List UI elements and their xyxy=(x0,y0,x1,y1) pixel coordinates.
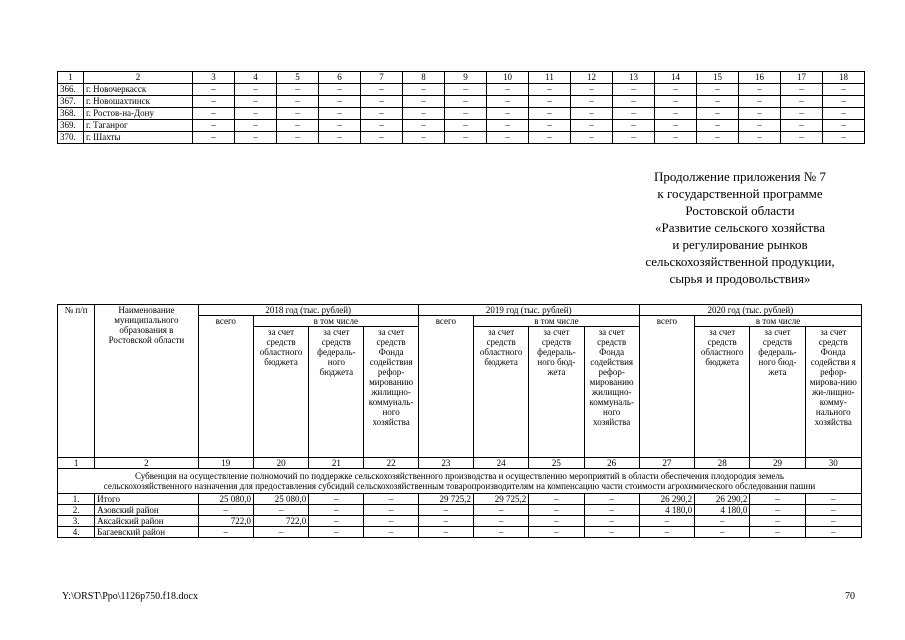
table-cell: – xyxy=(403,132,445,144)
header-regional: за счет средств областного бюджета xyxy=(253,327,308,458)
table-cell: – xyxy=(364,516,418,527)
table-cell: – xyxy=(571,132,613,144)
table-cell: – xyxy=(571,120,613,132)
table-cell: – xyxy=(529,108,571,120)
column-number: 24 xyxy=(474,458,529,469)
table-row xyxy=(58,516,862,527)
column-number: 26 xyxy=(584,458,639,469)
column-number-row xyxy=(58,458,862,469)
table-cell: – xyxy=(739,96,781,108)
table-cell: – xyxy=(781,84,823,96)
table-cell: – xyxy=(529,120,571,132)
table-cell: – xyxy=(487,108,529,120)
table-cell: – xyxy=(361,132,403,144)
appendix-heading xyxy=(620,168,860,287)
table-cell: – xyxy=(584,516,639,527)
row-number: 2. xyxy=(58,505,95,516)
header-including: в том числе xyxy=(474,316,640,327)
top-table-header-cell: 10 xyxy=(487,72,529,84)
table-cell: – xyxy=(781,96,823,108)
table-cell: – xyxy=(805,516,861,527)
table-cell: – xyxy=(319,84,361,96)
header-total: всего xyxy=(639,316,694,458)
table-cell: – xyxy=(277,84,319,96)
top-table-header-row xyxy=(58,72,865,84)
table-cell: – xyxy=(613,84,655,96)
municipality-name: г. Ростов-на-Дону xyxy=(84,108,193,120)
table-row xyxy=(58,527,862,538)
table-cell: – xyxy=(823,120,865,132)
header-year-2018: 2018 год (тыс. рублей) xyxy=(198,305,418,316)
column-number: 1 xyxy=(58,458,95,469)
table-row xyxy=(58,494,862,505)
row-number: 4. xyxy=(58,527,95,538)
table-cell: – xyxy=(193,108,235,120)
table-cell: – xyxy=(253,505,308,516)
table-cell: – xyxy=(571,84,613,96)
table-cell: 25 080,0 xyxy=(198,494,253,505)
top-table-header-cell: 7 xyxy=(361,72,403,84)
table-cell: – xyxy=(655,132,697,144)
municipality-name: г. Новочеркасск xyxy=(84,84,193,96)
table-cell: – xyxy=(361,84,403,96)
column-number: 25 xyxy=(529,458,584,469)
table-cell: – xyxy=(750,494,805,505)
row-number: 366. xyxy=(58,84,84,96)
section-title: Субвенция на осуществление полномочий по поддержке сельскохозяйственного производства и осуществлению мероприятий в области обеспечения плодородия земель сельскохозяйственного назначения для предоставления субсидий сельскохозяйственным товаропроизводителям на компенсацию части стоимости агрохимического обследования пашни xyxy=(58,469,862,494)
table-cell: – xyxy=(235,84,277,96)
row-number: 1. xyxy=(58,494,95,505)
row-number: 370. xyxy=(58,132,84,144)
table-cell: – xyxy=(319,120,361,132)
top-table-header-cell: 9 xyxy=(445,72,487,84)
appendix-line: сырья и продовольствия» xyxy=(669,271,811,286)
table-cell: – xyxy=(277,120,319,132)
table-cell: – xyxy=(613,96,655,108)
table-cell: – xyxy=(655,108,697,120)
table-cell: – xyxy=(739,120,781,132)
header-fund: за счет средств Фонда содействия рефор-мированию жилищно-коммуналь-ного хозяйства xyxy=(584,327,639,458)
table-cell: – xyxy=(309,516,364,527)
top-table-header-cell: 13 xyxy=(613,72,655,84)
table-cell: – xyxy=(277,108,319,120)
table-cell: – xyxy=(474,527,529,538)
table-cell: – xyxy=(529,96,571,108)
table-cell: – xyxy=(781,132,823,144)
top-table-header-cell: 1 xyxy=(58,72,84,84)
table-cell: – xyxy=(364,527,418,538)
table-cell: – xyxy=(309,527,364,538)
table-cell: – xyxy=(235,108,277,120)
table-cell: – xyxy=(277,132,319,144)
appendix-line: «Развитие сельского хозяйства xyxy=(655,220,825,235)
header-name: Наименование муниципального образования в Ростовской области xyxy=(95,305,199,458)
header-year-2019: 2019 год (тыс. рублей) xyxy=(418,305,639,316)
column-number: 22 xyxy=(364,458,418,469)
table-cell: – xyxy=(277,96,319,108)
table-cell: 26 290,2 xyxy=(639,494,694,505)
table-cell: – xyxy=(235,120,277,132)
municipality-name: Багаевский район xyxy=(95,527,199,538)
table-cell: – xyxy=(750,527,805,538)
table-cell: – xyxy=(193,96,235,108)
table-cell: – xyxy=(193,132,235,144)
top-table-header-cell: 15 xyxy=(697,72,739,84)
table-cell: – xyxy=(198,527,253,538)
table-cell: – xyxy=(529,505,584,516)
table-cell: 4 180,0 xyxy=(695,505,750,516)
table-cell: – xyxy=(584,505,639,516)
column-number: 20 xyxy=(253,458,308,469)
table-cell: – xyxy=(697,108,739,120)
top-table-header-cell: 3 xyxy=(193,72,235,84)
appendix-line: Продолжение приложения № 7 xyxy=(654,169,826,184)
table-cell: – xyxy=(695,527,750,538)
table-cell: – xyxy=(319,132,361,144)
top-table-header-cell: 6 xyxy=(319,72,361,84)
table-cell: – xyxy=(193,84,235,96)
table-cell: – xyxy=(445,120,487,132)
top-table-header-cell: 4 xyxy=(235,72,277,84)
table-cell: – xyxy=(805,527,861,538)
table-cell: – xyxy=(403,84,445,96)
column-number: 28 xyxy=(695,458,750,469)
table-cell: – xyxy=(823,84,865,96)
table-cell: – xyxy=(529,527,584,538)
top-table-row xyxy=(58,132,865,144)
column-number: 19 xyxy=(198,458,253,469)
table-cell: – xyxy=(403,120,445,132)
table-cell: – xyxy=(474,505,529,516)
table-cell: – xyxy=(781,108,823,120)
table-cell: – xyxy=(418,505,473,516)
municipality-name: Итого xyxy=(95,494,199,505)
municipality-name: г. Таганрог xyxy=(84,120,193,132)
table-cell: – xyxy=(529,132,571,144)
table-cell: – xyxy=(198,505,253,516)
header-fund: за счет средств Фонда содействи я рефор-мирова-нию жи-лищно-комму-нального хозяйства xyxy=(805,327,861,458)
table-cell: – xyxy=(403,96,445,108)
header-year-2020: 2020 год (тыс. рублей) xyxy=(639,305,861,316)
table-cell: – xyxy=(639,516,694,527)
table-cell: – xyxy=(309,505,364,516)
row-number: 367. xyxy=(58,96,84,108)
appendix-line: сельскохозяйственной продукции, xyxy=(645,254,835,269)
top-table-row xyxy=(58,120,865,132)
header-federal: за счет средств федераль-ного бюд-жета xyxy=(529,327,584,458)
table-cell: – xyxy=(823,96,865,108)
table-cell: – xyxy=(445,108,487,120)
header-total: всего xyxy=(198,316,253,458)
table-cell: – xyxy=(750,516,805,527)
table-cell: – xyxy=(613,132,655,144)
table-cell: – xyxy=(739,84,781,96)
top-table-row xyxy=(58,108,865,120)
municipality-name: г. Шахты xyxy=(84,132,193,144)
table-cell: – xyxy=(361,120,403,132)
table-cell: – xyxy=(697,84,739,96)
column-number: 21 xyxy=(309,458,364,469)
top-table-header-cell: 2 xyxy=(84,72,193,84)
table-cell: 4 180,0 xyxy=(639,505,694,516)
table-cell: – xyxy=(655,120,697,132)
header-federal: за счет средств федераль-ного бюд-жета xyxy=(750,327,805,458)
table-cell: – xyxy=(235,132,277,144)
column-number: 27 xyxy=(639,458,694,469)
top-table-header-cell: 18 xyxy=(823,72,865,84)
table-cell: – xyxy=(739,108,781,120)
top-table-header-cell: 5 xyxy=(277,72,319,84)
footer-page-number: 70 xyxy=(845,591,855,602)
top-table-header-cell: 16 xyxy=(739,72,781,84)
table-row xyxy=(58,505,862,516)
municipality-name: г. Новошахтинск xyxy=(84,96,193,108)
table-cell: – xyxy=(529,84,571,96)
table-cell: – xyxy=(403,108,445,120)
table-cell: – xyxy=(613,120,655,132)
table-cell: – xyxy=(235,96,277,108)
table-cell: – xyxy=(193,120,235,132)
header-including: в том числе xyxy=(695,316,862,327)
footer-file-path: Y:\ORST\Ppo\1126p750.f18.docx xyxy=(62,591,198,602)
row-number: 369. xyxy=(58,120,84,132)
table-cell: – xyxy=(695,516,750,527)
table-cell: 29 725,2 xyxy=(418,494,473,505)
table-cell: – xyxy=(805,505,861,516)
table-cell: – xyxy=(418,527,473,538)
top-table xyxy=(57,71,865,144)
table-cell: – xyxy=(584,494,639,505)
table-cell: – xyxy=(364,505,418,516)
table-cell: – xyxy=(697,132,739,144)
table-cell: – xyxy=(445,132,487,144)
table-cell: – xyxy=(697,120,739,132)
table-cell: – xyxy=(584,527,639,538)
table-cell: 722,0 xyxy=(198,516,253,527)
column-number: 2 xyxy=(95,458,199,469)
table-cell: – xyxy=(445,84,487,96)
table-cell: – xyxy=(781,120,823,132)
header-federal: за счет средств федераль-ного бюджета xyxy=(309,327,364,458)
table-cell: – xyxy=(487,132,529,144)
header-num: № п/п xyxy=(58,305,95,458)
table-cell: – xyxy=(750,505,805,516)
table-cell: – xyxy=(639,527,694,538)
top-table-header-cell: 11 xyxy=(529,72,571,84)
header-regional: за счет средств областного бюджета xyxy=(695,327,750,458)
top-table-header-cell: 14 xyxy=(655,72,697,84)
table-cell: – xyxy=(319,96,361,108)
table-cell: – xyxy=(487,84,529,96)
table-cell: – xyxy=(418,516,473,527)
table-cell: – xyxy=(823,132,865,144)
table-cell: – xyxy=(655,84,697,96)
table-cell: – xyxy=(445,96,487,108)
table-cell: – xyxy=(487,120,529,132)
table-cell: – xyxy=(655,96,697,108)
top-table-header-cell: 17 xyxy=(781,72,823,84)
row-number: 368. xyxy=(58,108,84,120)
top-table-row xyxy=(58,84,865,96)
municipality-name: Аксайский район xyxy=(95,516,199,527)
table-cell: – xyxy=(571,96,613,108)
table-cell: – xyxy=(529,516,584,527)
column-number: 29 xyxy=(750,458,805,469)
table-cell: – xyxy=(364,494,418,505)
top-table-header-cell: 12 xyxy=(571,72,613,84)
header-including: в том числе xyxy=(253,316,418,327)
table-cell: – xyxy=(474,516,529,527)
table-cell: – xyxy=(361,96,403,108)
table-cell: – xyxy=(613,108,655,120)
table-cell: – xyxy=(571,108,613,120)
table-cell: – xyxy=(529,494,584,505)
table-cell: – xyxy=(309,494,364,505)
table-cell: – xyxy=(487,96,529,108)
header-regional: за счет средств областного бюджета xyxy=(474,327,529,458)
appendix-line: и регулирование рынков xyxy=(672,237,808,252)
row-number: 3. xyxy=(58,516,95,527)
appendix-line: Ростовской области xyxy=(685,203,795,218)
header-fund: за счет средств Фонда содействия рефор-мированию жилищно-коммуналь-ного хозяйства xyxy=(364,327,418,458)
table-cell: – xyxy=(361,108,403,120)
table-cell: – xyxy=(805,494,861,505)
top-table-header-cell: 8 xyxy=(403,72,445,84)
table-cell: – xyxy=(253,527,308,538)
column-number: 23 xyxy=(418,458,473,469)
table-cell: – xyxy=(319,108,361,120)
table-cell: – xyxy=(823,108,865,120)
municipality-name: Азовский район xyxy=(95,505,199,516)
table-cell: 26 290,2 xyxy=(695,494,750,505)
main-table xyxy=(57,304,862,538)
appendix-line: к государственной программе xyxy=(657,186,823,201)
table-cell: 722,0 xyxy=(253,516,308,527)
table-cell: 29 725,2 xyxy=(474,494,529,505)
header-total: всего xyxy=(418,316,473,458)
table-cell: 25 080,0 xyxy=(253,494,308,505)
table-cell: – xyxy=(697,96,739,108)
table-cell: – xyxy=(739,132,781,144)
column-number: 30 xyxy=(805,458,861,469)
top-table-row xyxy=(58,96,865,108)
